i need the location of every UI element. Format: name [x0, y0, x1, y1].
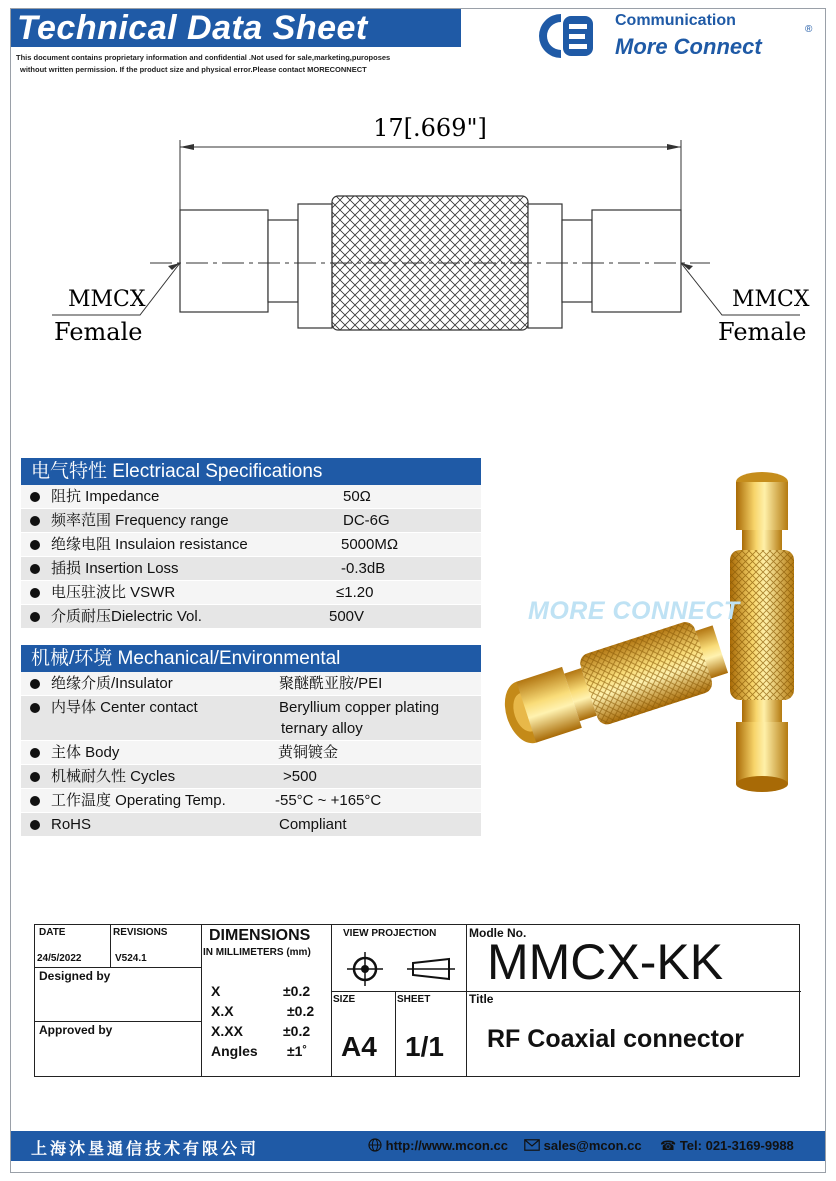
bullet-icon	[30, 540, 40, 550]
view-projection-label: VIEW PROJECTION	[343, 928, 437, 939]
globe-icon	[368, 1138, 382, 1152]
date-value: 24/5/2022	[37, 953, 82, 964]
designed-by-label: Designed by	[39, 969, 111, 983]
bullet-icon	[30, 516, 40, 526]
electrical-spec-rows	[21, 485, 481, 629]
revisions-label: REVISIONS	[113, 927, 168, 938]
document-title: Technical Data Sheet	[11, 9, 461, 47]
spec-row-insertion-loss	[21, 557, 481, 581]
spec-value: ≤1.20	[336, 584, 374, 601]
phone-text: Tel: 021-3169-9988	[679, 1138, 794, 1153]
spec-value: 聚醚酰亚胺/PEI	[279, 675, 383, 692]
bullet-icon	[30, 748, 40, 758]
registered-mark: ®	[805, 24, 813, 35]
disclaimer-line-1: This document contains proprietary information and confidential .Not used for sale,marketing,puroposes	[16, 53, 391, 62]
spec-label: 内导体 Center contact	[51, 699, 198, 716]
approved-by-label: Approved by	[39, 1023, 113, 1037]
watermark: MORE CONNECT	[528, 597, 740, 625]
mechanical-spec-header: 机械/环境 Mechanical/Environmental	[21, 645, 481, 672]
spec-row-body	[21, 741, 481, 765]
spec-value: DC-6G	[343, 512, 390, 529]
disclaimer	[16, 52, 476, 76]
title-block	[34, 924, 800, 1077]
spec-row-insulator	[21, 672, 481, 696]
spec-row-operating-temp	[21, 789, 481, 813]
tolerance-value: ±0.2	[283, 983, 311, 999]
spec-label: 电压驻波比 VSWR	[51, 584, 176, 601]
divider	[35, 967, 201, 968]
tolerance-row	[211, 1023, 327, 1043]
spec-row-center-contact	[21, 696, 481, 741]
tolerance-key: X.XX	[211, 1023, 243, 1039]
logo-text-communication: Communication	[615, 12, 736, 29]
tolerance-list	[211, 983, 327, 1063]
electrical-spec-header: 电气特性 Electriacal Specifications	[21, 458, 481, 485]
bullet-icon	[30, 612, 40, 622]
divider	[201, 925, 202, 1076]
bullet-icon	[30, 796, 40, 806]
divider	[395, 991, 396, 1076]
bullet-icon	[30, 772, 40, 782]
title-value: RF Coaxial connector	[487, 1025, 744, 1053]
tolerance-row	[211, 1043, 327, 1063]
product-photo	[490, 460, 810, 810]
email-link[interactable]	[524, 1138, 642, 1153]
revision-value: V524.1	[115, 953, 147, 964]
spec-row-insulation	[21, 533, 481, 557]
size-label: SIZE	[333, 994, 356, 1005]
mechanical-spec-rows	[21, 672, 481, 837]
sheet-value: 1/1	[405, 1031, 444, 1062]
spec-row-impedance	[21, 485, 481, 509]
mail-icon	[524, 1139, 540, 1151]
projection-symbol-icon	[341, 947, 461, 987]
spec-value: 5000MΩ	[341, 536, 399, 553]
in-millimeters-label: IN MILLIMETERS (mm)	[203, 947, 311, 958]
divider	[331, 925, 332, 1076]
tolerance-value: ±0.2	[287, 1003, 315, 1019]
bullet-icon	[30, 588, 40, 598]
spec-row-frequency	[21, 509, 481, 533]
phone-info	[660, 1138, 794, 1154]
right-connector-type: MMCX	[732, 287, 810, 312]
divider	[331, 991, 801, 992]
logo-mark-icon	[533, 12, 599, 60]
spec-label: 工作温度 Operating Temp.	[51, 792, 226, 809]
spec-label: 机械耐久性 Cycles	[51, 768, 176, 785]
spec-label: 介质耐压Dielectric Vol.	[51, 608, 202, 625]
disclaimer-line-2: without written permission. If the product size and physical error.Please contact MORECONNECT	[20, 65, 367, 74]
tolerance-key: Angles	[211, 1043, 258, 1059]
right-connector-gender: Female	[718, 318, 807, 346]
tolerance-key: X	[211, 983, 221, 999]
spec-label: RoHS	[51, 816, 92, 833]
tolerance-value: ±0.2	[283, 1023, 311, 1039]
logo-text-more-connect: More Connect	[615, 34, 762, 59]
date-label: DATE	[39, 927, 66, 938]
website-link[interactable]	[368, 1138, 508, 1153]
spec-value: 黄铜镀金	[278, 744, 339, 761]
model-number-value: MMCX-KK	[487, 934, 724, 990]
spec-label: 主体 Body	[51, 744, 120, 761]
left-connector-type: MMCX	[68, 287, 146, 312]
spec-value: 50Ω	[343, 488, 371, 505]
electrical-spec-table	[21, 458, 481, 629]
spec-value: 500V	[329, 608, 365, 625]
spec-label: 频率范围 Frequency range	[51, 512, 229, 529]
company-logo	[533, 10, 823, 70]
divider	[110, 925, 111, 967]
spec-value: -0.3dB	[341, 560, 386, 577]
bullet-icon	[30, 564, 40, 574]
spec-value: Beryllium copper plating	[279, 699, 440, 716]
spec-value-line-2: ternary alloy	[281, 720, 363, 737]
spec-row-rohs	[21, 813, 481, 837]
spec-row-cycles	[21, 765, 481, 789]
connector-drawing	[40, 100, 810, 360]
bullet-icon	[30, 820, 40, 830]
spec-value: -55°C ~ +165°C	[275, 792, 382, 809]
sheet-label: SHEET	[397, 994, 431, 1005]
phone-icon: ☎	[660, 1138, 677, 1153]
title-label: Title	[469, 992, 494, 1006]
dimension-label: 17[.669"]	[373, 114, 487, 142]
divider	[466, 925, 467, 1076]
spec-value: >500	[283, 768, 317, 785]
spec-label: 绝缘电阻 Insulaion resistance	[51, 536, 248, 553]
tolerance-row	[211, 983, 327, 1003]
bullet-icon	[30, 492, 40, 502]
bullet-icon	[30, 679, 40, 689]
bullet-icon	[30, 703, 40, 713]
email-text: sales@mcon.cc	[543, 1138, 642, 1153]
tolerance-value: ±1˚	[287, 1043, 308, 1059]
spec-label: 绝缘介质/Insulator	[51, 675, 173, 692]
tolerance-key: X.X	[211, 1003, 234, 1019]
company-name-cn: 上海沐垦通信技术有限公司	[31, 1141, 260, 1158]
left-connector-gender: Female	[54, 318, 143, 346]
mechanical-spec-table	[21, 645, 481, 837]
spec-label: 插损 Insertion Loss	[51, 560, 179, 577]
spec-row-vswr	[21, 581, 481, 605]
website-text: http://www.mcon.cc	[385, 1138, 508, 1153]
dimensions-label: DIMENSIONS	[209, 927, 311, 944]
model-number-label: Modle No.	[469, 926, 527, 940]
spec-label: 阻抗 Impedance	[51, 488, 160, 505]
size-value: A4	[341, 1031, 377, 1062]
tolerance-row	[211, 1003, 327, 1023]
spec-row-dielectric	[21, 605, 481, 629]
divider	[35, 1021, 201, 1022]
spec-value: Compliant	[279, 816, 347, 833]
